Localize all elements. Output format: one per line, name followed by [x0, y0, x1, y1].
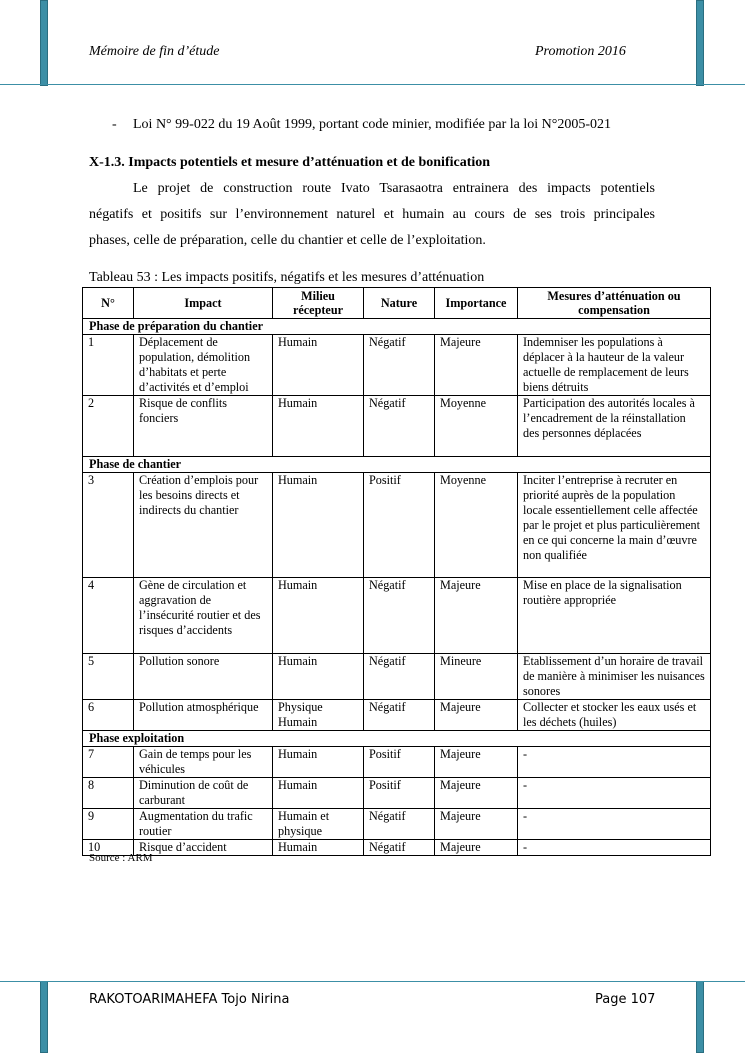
cell-importance: Majeure	[435, 778, 518, 809]
header-left-text: Mémoire de fin d’étude	[89, 44, 220, 59]
cell-nature: Positif	[364, 473, 435, 578]
cell-impact: Pollution sonore	[134, 654, 273, 700]
col-header-number: N°	[83, 288, 134, 319]
cell-impact: Risque de conflits fonciers	[134, 396, 273, 457]
cell-milieu: Humain	[273, 654, 364, 700]
table-row	[83, 778, 711, 809]
cell-number: 3	[83, 473, 134, 578]
cell-milieu: Humain	[273, 778, 364, 809]
cell-mesures: Mise en place de la signalisation routière appropriée	[518, 578, 711, 654]
cell-mesures: -	[518, 809, 711, 840]
paragraph-line-1: Le projet de construction route Ivato Tsarasaotra entrainera des impacts potentiels	[133, 181, 655, 196]
phase-row	[83, 457, 711, 473]
footer-author: RAKOTOARIMAHEFA Tojo Nirina	[89, 992, 290, 1007]
cell-number: 2	[83, 396, 134, 457]
table-row	[83, 473, 711, 578]
cell-mesures: -	[518, 747, 711, 778]
table-body	[83, 319, 711, 856]
cell-number: 5	[83, 654, 134, 700]
phase-label: Phase de préparation du chantier	[83, 319, 711, 335]
footer-rule	[0, 981, 745, 982]
cell-importance: Majeure	[435, 335, 518, 396]
cell-nature: Positif	[364, 747, 435, 778]
bullet-text: Loi N° 99-022 du 19 Août 1999, portant code minier, modifiée par la loi N°2005-021	[133, 117, 611, 132]
impacts-table	[82, 287, 711, 856]
cell-milieu: Humain	[273, 840, 364, 856]
footer-page-number: Page 107	[595, 992, 656, 1007]
cell-number: 10	[83, 840, 134, 856]
cell-impact: Gène de circulation et aggravation de l’insécurité routier et des risques d’accidents	[134, 578, 273, 654]
cell-nature: Négatif	[364, 335, 435, 396]
header-left-bar	[40, 0, 48, 86]
table-caption: Tableau 53 : Les impacts positifs, négatifs et les mesures d’atténuation	[89, 270, 485, 285]
cell-nature: Négatif	[364, 700, 435, 731]
cell-number: 7	[83, 747, 134, 778]
col-header-mesures: Mesures d’atténuation ou compensation	[518, 288, 711, 319]
footer-right-bar	[696, 981, 704, 1053]
cell-importance: Moyenne	[435, 473, 518, 578]
col-header-nature: Nature	[364, 288, 435, 319]
cell-impact: Pollution atmosphérique	[134, 700, 273, 731]
cell-mesures: Participation des autorités locales à l’encadrement de la réinstallation des personnes déplacées	[518, 396, 711, 457]
paragraph-line-2: négatifs et positifs sur l’environnement naturel et humain au cours de ses trois principales	[89, 207, 655, 222]
phase-label: Phase de chantier	[83, 457, 711, 473]
bullet-dash: -	[112, 117, 117, 132]
cell-importance: Moyenne	[435, 396, 518, 457]
cell-number: 9	[83, 809, 134, 840]
cell-importance: Mineure	[435, 654, 518, 700]
cell-importance: Majeure	[435, 578, 518, 654]
cell-importance: Majeure	[435, 840, 518, 856]
section-title: X-1.3. Impacts potentiels et mesure d’atténuation et de bonification	[89, 155, 491, 170]
cell-milieu: Humain	[273, 747, 364, 778]
cell-impact: Augmentation du trafic routier	[134, 809, 273, 840]
cell-importance: Majeure	[435, 747, 518, 778]
paragraph-line-3: phases, celle de préparation, celle du chantier et celle de l’exploitation.	[89, 233, 486, 248]
table-source: Source : ARM	[89, 852, 153, 864]
cell-number: 1	[83, 335, 134, 396]
table-row	[83, 840, 711, 856]
cell-impact: Gain de temps pour les véhicules	[134, 747, 273, 778]
cell-mesures: -	[518, 778, 711, 809]
cell-nature: Négatif	[364, 578, 435, 654]
header-rule	[0, 84, 745, 85]
cell-mesures: -	[518, 840, 711, 856]
cell-mesures: Indemniser les populations à déplacer à la hauteur de la valeur actuelle de remplacement de leurs biens détruits	[518, 335, 711, 396]
table-row	[83, 578, 711, 654]
col-header-milieu: Milieu récepteur	[273, 288, 364, 319]
col-header-impact: Impact	[134, 288, 273, 319]
table-header-row	[83, 288, 711, 319]
cell-milieu: Humain	[273, 335, 364, 396]
cell-milieu: Physique Humain	[273, 700, 364, 731]
cell-number: 4	[83, 578, 134, 654]
phase-label: Phase exploitation	[83, 731, 711, 747]
header-right-bar	[696, 0, 704, 86]
cell-milieu: Humain et physique	[273, 809, 364, 840]
cell-mesures: Etablissement d’un horaire de travail de manière à minimiser les nuisances sonores	[518, 654, 711, 700]
cell-mesures: Inciter l’entreprise à recruter en priorité auprès de la population locale essentiellement celle affectée par le projet et plus particulièrement en ce qui concerne la main d’œuvre non qualifiée	[518, 473, 711, 578]
cell-milieu: Humain	[273, 473, 364, 578]
table-row	[83, 700, 711, 731]
header-right-text: Promotion 2016	[535, 44, 626, 59]
cell-impact: Risque d’accident	[134, 840, 273, 856]
phase-row	[83, 319, 711, 335]
cell-impact: Déplacement de population, démolition d’habitats et perte d’activités et d’emploi	[134, 335, 273, 396]
footer-left-bar	[40, 981, 48, 1053]
table-row	[83, 747, 711, 778]
table-row	[83, 654, 711, 700]
cell-milieu: Humain	[273, 396, 364, 457]
cell-nature: Négatif	[364, 840, 435, 856]
table-row	[83, 396, 711, 457]
cell-nature: Négatif	[364, 654, 435, 700]
phase-row	[83, 731, 711, 747]
cell-nature: Positif	[364, 778, 435, 809]
table-row	[83, 335, 711, 396]
table-row	[83, 809, 711, 840]
cell-impact: Création d’emplois pour les besoins directs et indirects du chantier	[134, 473, 273, 578]
cell-importance: Majeure	[435, 809, 518, 840]
cell-number: 8	[83, 778, 134, 809]
cell-mesures: Collecter et stocker les eaux usés et les déchets (huiles)	[518, 700, 711, 731]
col-header-importance: Importance	[435, 288, 518, 319]
cell-impact: Diminution de coût de carburant	[134, 778, 273, 809]
cell-nature: Négatif	[364, 809, 435, 840]
cell-importance: Majeure	[435, 700, 518, 731]
cell-number: 6	[83, 700, 134, 731]
cell-nature: Négatif	[364, 396, 435, 457]
cell-milieu: Humain	[273, 578, 364, 654]
